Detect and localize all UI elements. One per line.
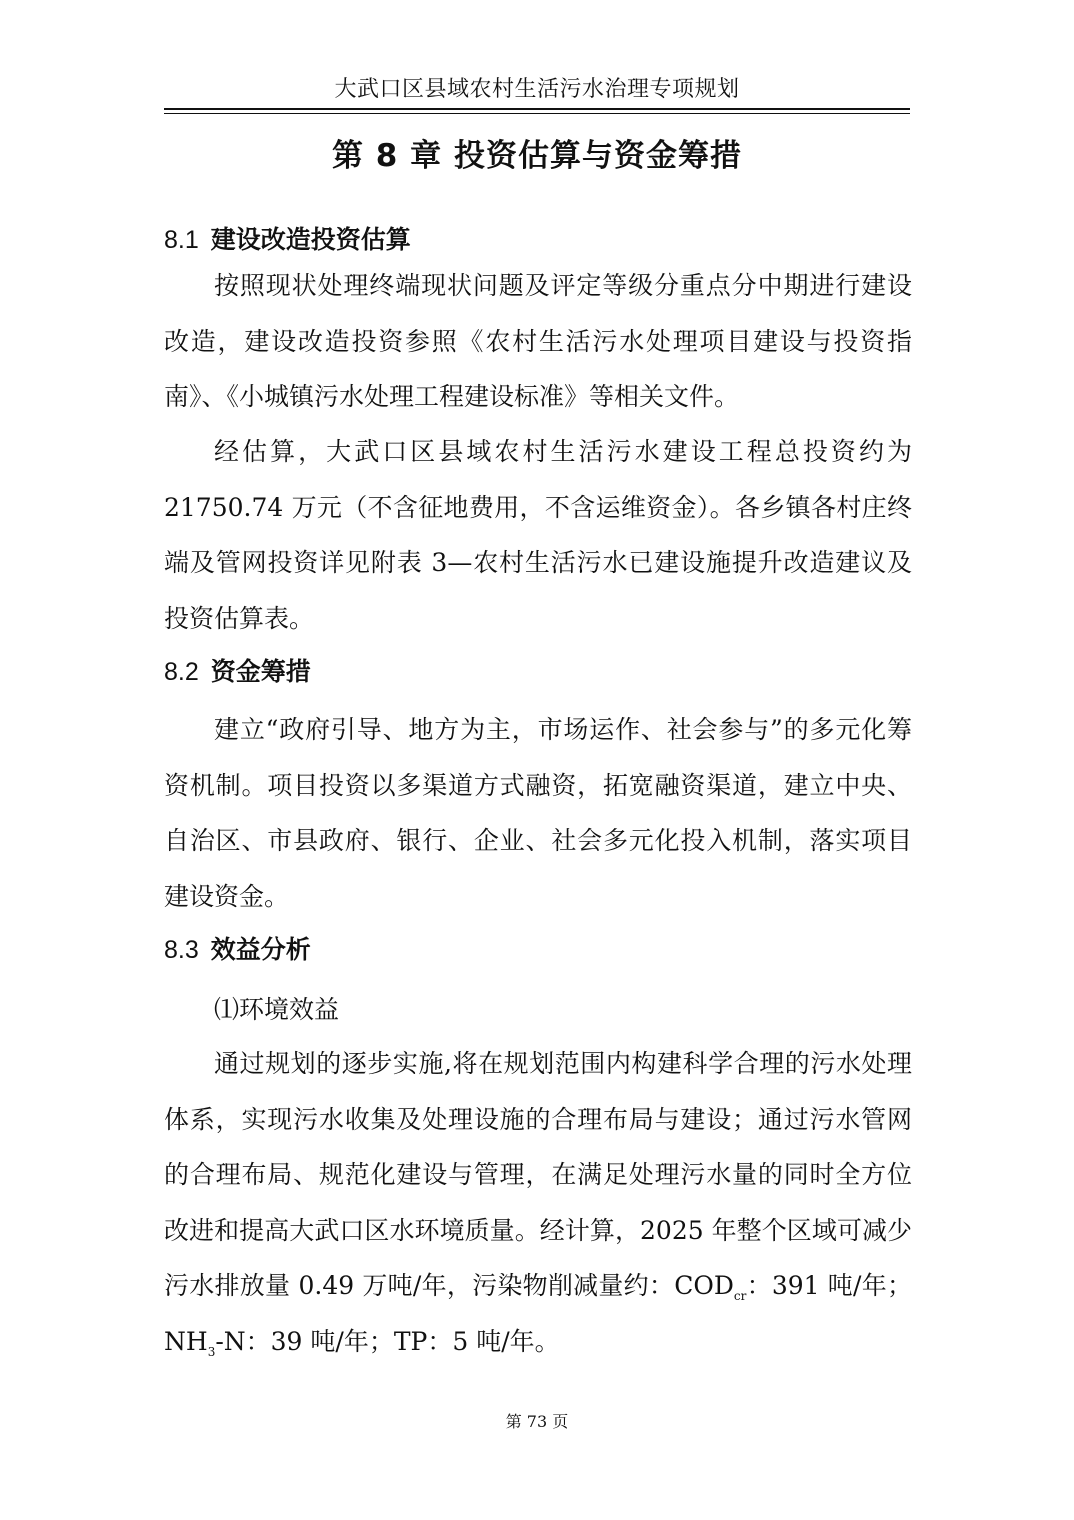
section-number: 8.3 bbox=[164, 936, 199, 964]
section-title: 资金筹措 bbox=[210, 657, 311, 686]
nh-label: NH bbox=[164, 1326, 208, 1356]
paragraph: 建立“政府引导、地方为主，市场运作、社会参与”的多元化筹资机制。项目投资以多渠道方式融资，拓宽融资渠道，建立中央、自治区、市县政府、银行、企业、社会多元化投入机制，落实项目建设资金。 bbox=[164, 715, 912, 911]
header-rule bbox=[164, 108, 910, 110]
section-number: 8.1 bbox=[164, 226, 199, 254]
nh-subscript: 3 bbox=[207, 1344, 216, 1359]
tp-value: TP：5 吨/年。 bbox=[393, 1326, 560, 1356]
subheading-environmental-benefit: ⑴环境效益 bbox=[214, 995, 340, 1024]
section-title: 效益分析 bbox=[210, 935, 311, 964]
section-number: 8.2 bbox=[164, 658, 199, 686]
header-rule-thin bbox=[164, 113, 910, 114]
cod-value: ：391 吨/年； bbox=[746, 1271, 912, 1300]
section-heading-8-2 bbox=[164, 654, 311, 690]
cod-subscript: cr bbox=[733, 1289, 747, 1303]
paragraph: 经估算，大武口区县域农村生活污水建设工程总投资约为21750.74 万元（不含征地费用，不含运维资金）。各乡镇各村庄终端及管网投资详见附表 3—农村生活污水已建设施提升改造建议及投资估算表。 bbox=[164, 437, 912, 633]
chapter-title: 第 8 章 投资估算与资金筹措 bbox=[332, 138, 742, 174]
page-number: 第 73 页 bbox=[505, 1412, 569, 1431]
section-title: 建设改造投资估算 bbox=[210, 225, 411, 254]
nh-value: -N：39 吨/年； bbox=[215, 1326, 394, 1356]
section-heading-8-1 bbox=[164, 222, 411, 258]
section-heading-8-3 bbox=[164, 932, 311, 968]
paragraph-text: 通过规划的逐步实施,将在规划范围内构建科学合理的污水处理体系，实现污水收集及处理设施的合理布局与建设；通过污水管网的合理布局、规范化建设与管理，在满足处理污水量的同时全方位改进和提高大武口区水环境质量。经计算，2025 年整个区域可减少污水排放量 0.49 万吨/年，污染物削减量约： bbox=[164, 1049, 912, 1300]
running-header: 大武口区县域农村生活污水治理专项规划 bbox=[334, 77, 740, 102]
paragraph: 按照现状处理终端现状问题及评定等级分重点分中期进行建设改造，建设改造投资参照《农村生活污水处理项目建设与投资指南》、《小城镇污水处理工程建设标准》等相关文件。 bbox=[164, 271, 912, 411]
cod-label: COD bbox=[674, 1271, 734, 1300]
paragraph bbox=[164, 1036, 912, 1369]
